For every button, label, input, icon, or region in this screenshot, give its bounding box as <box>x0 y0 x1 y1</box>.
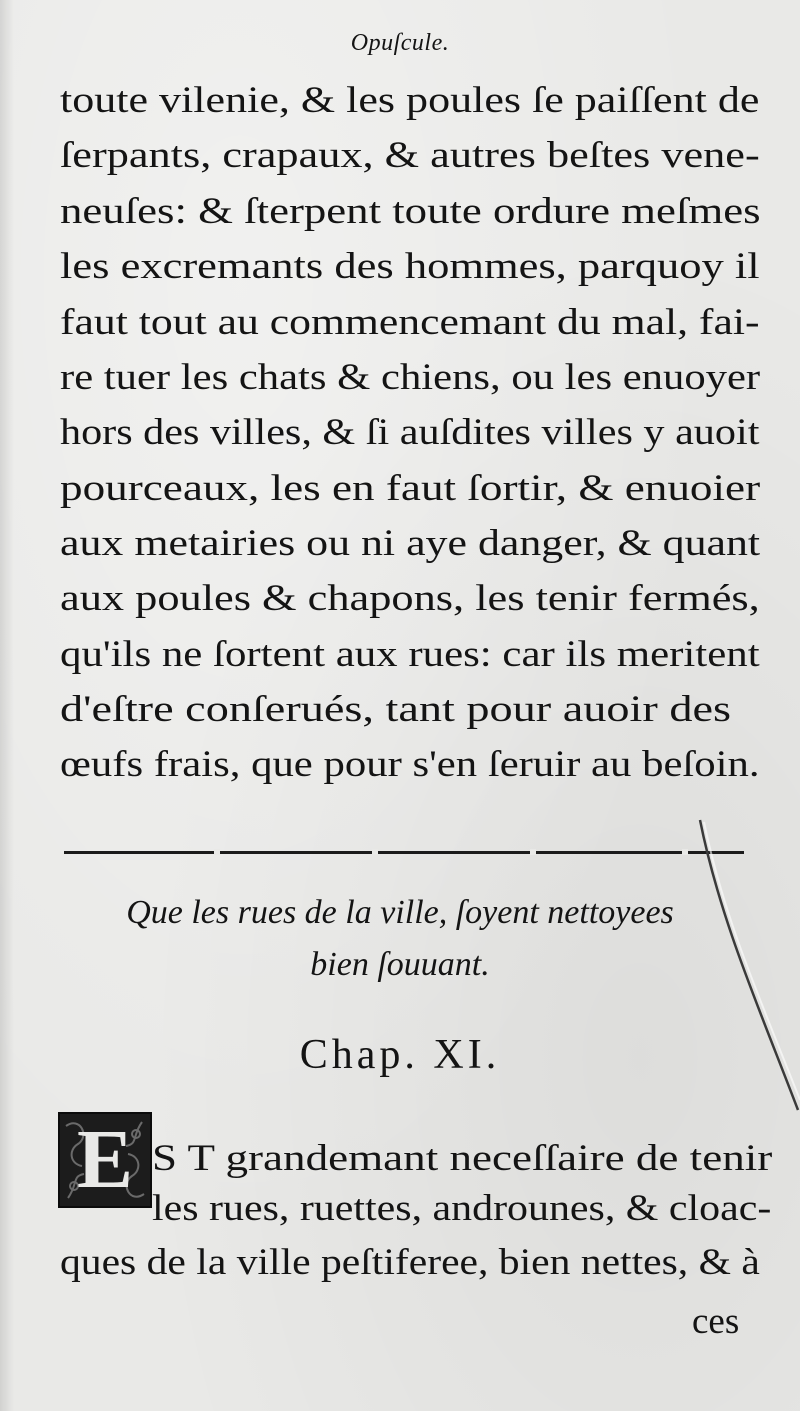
catchword: ces <box>692 1301 740 1342</box>
body-line-2: ſerpants, crapaux, & autres beſtes vene- <box>60 135 760 176</box>
body-line-8: pourceaux, les en faut ſortir, & enuoier <box>60 468 761 509</box>
body-line-10: aux poules & chapons, les tenir fermés, <box>60 578 760 619</box>
chapter-line-3: ques de la ville peſtiferee, bien nettes, & à <box>60 1242 760 1283</box>
rule-gap <box>682 849 688 855</box>
body-line-9: aux metairies ou ni aye danger, & quant <box>60 523 761 564</box>
chapter-heading: Chap. XI. <box>299 1032 501 1078</box>
body-line-3: neuſes: & ſterpent toute ordure meſmes <box>60 191 761 232</box>
body-line-11: qu'ils ne ſortent aux rues: car ils meritent <box>60 634 760 675</box>
body-line-5: faut tout au commencemant du mal, fai- <box>60 302 760 343</box>
rule-gap <box>214 849 220 855</box>
page-edge-shadow <box>0 0 14 1411</box>
running-head: Opuſcule. <box>350 30 450 56</box>
body-line-4: les excremants des hommes, parquoy il <box>60 246 760 287</box>
chapter-line-1: S T grandemant neceſſaire de tenir <box>152 1138 773 1179</box>
body-line-6: re tuer les chats & chiens, ou les enuoyer <box>60 357 761 398</box>
section-rule <box>64 851 744 854</box>
drop-cap-letter: E <box>76 1113 134 1206</box>
rule-gap <box>372 849 378 855</box>
body-line-12: d'eſtre conſerués, tant pour auoir des <box>60 689 732 730</box>
body-line-1: toute vilenie, & les poules ſe paiſſent de <box>60 80 760 121</box>
body-line-13: œufs frais, que pour s'en ſeruir au beſoin. <box>60 744 760 785</box>
rule-gap <box>530 849 536 855</box>
chapter-line-2: les rues, ruettes, androunes, & cloac- <box>152 1188 772 1229</box>
chapter-title-line-1: Que les rues de la ville, ſoyent nettoyees <box>126 894 674 931</box>
chapter-title-line-2: bien ſouuant. <box>310 946 490 983</box>
body-line-7: hors des villes, & ſi auſdites villes y auoit <box>60 412 760 453</box>
ornamental-drop-cap <box>58 1112 152 1208</box>
